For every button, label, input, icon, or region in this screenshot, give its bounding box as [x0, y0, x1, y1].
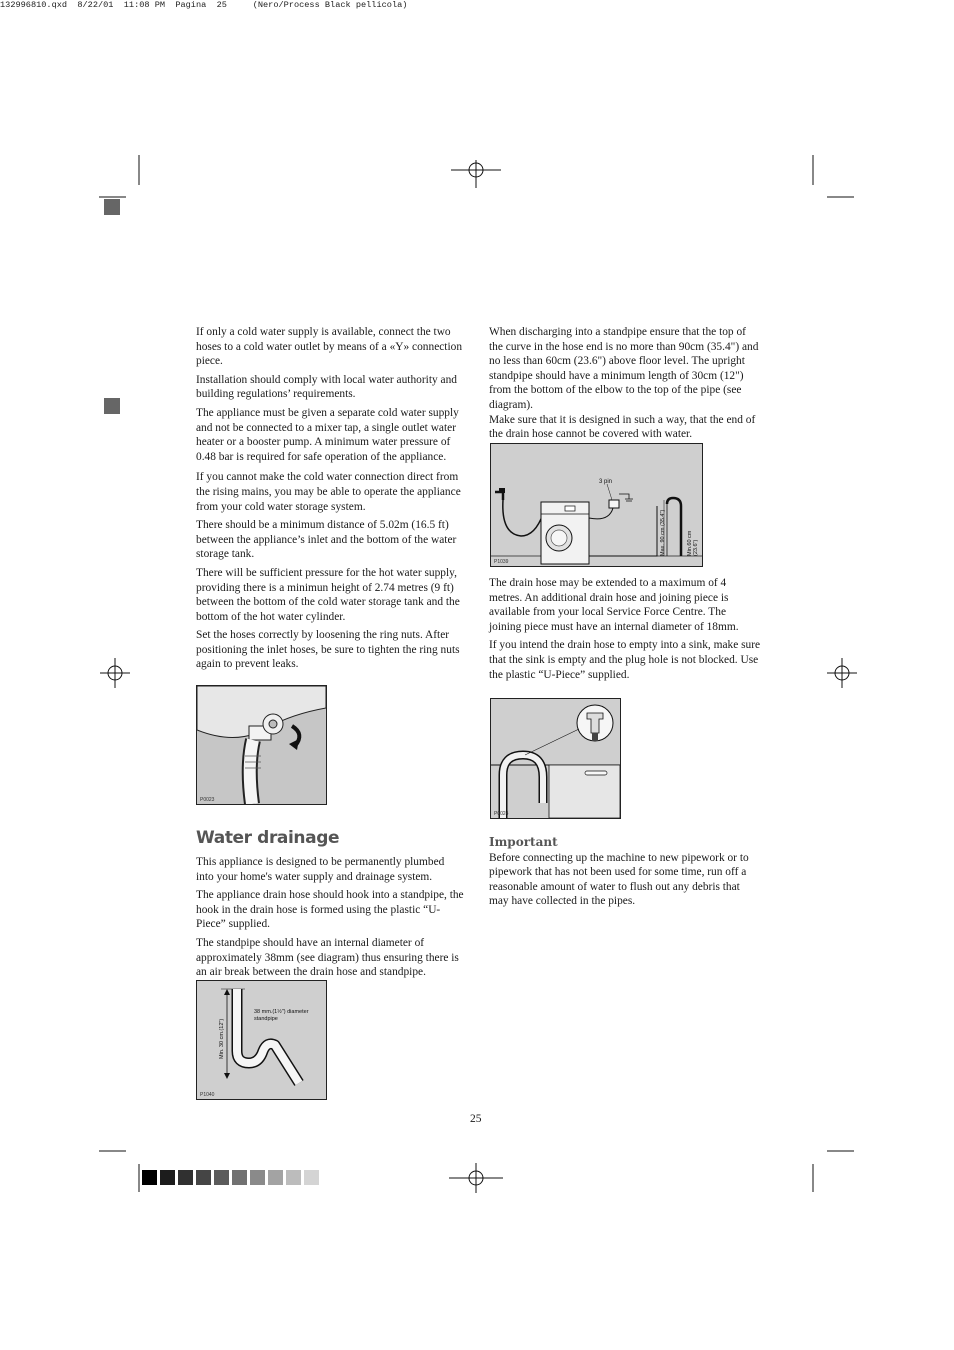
paragraph: The appliance must be given a separate cold water supply and not be connected to a mixer tap, a single outlet water heater or a booster pump. A minimum water pressure of 0.48 bar is required for safe operation of the appliance.: [196, 406, 459, 463]
color-swatch: [286, 1170, 301, 1185]
paragraph: When discharging into a standpipe ensure that the top of the curve in the hose end is no more than 90cm (35.4") and no less than 60cm (23.6") above floor level. The upright standpipe should have a minimum length of 30cm (12") from the bottom of the elbow to the top of the pipe (see diagram).: [489, 326, 759, 411]
page-number: 25: [470, 1113, 482, 1125]
color-swatch: [304, 1170, 319, 1185]
right-column-middle: [489, 576, 761, 686]
registration-square-top: [104, 199, 120, 215]
paragraph: If you intend the drain hose to empty into a sink, make sure that the sink is empty and the plug hole is not blocked. Use the plastic “U-Piece” supplied.: [489, 639, 761, 681]
paragraph: If only a cold water supply is available, connect the two hoses to a cold water outlet by means of a «Y» connection piece.: [196, 326, 463, 368]
min-height-label: Min. 30 cm.(12"): [219, 1018, 225, 1059]
color-swatch: [178, 1170, 193, 1185]
figure-code: P1039: [494, 559, 509, 565]
paragraph: The standpipe should have an internal diameter of approximately 38mm (see diagram) thus ensuring there is an air break between the drain hose and standpipe.: [196, 936, 459, 979]
color-swatch: [160, 1170, 175, 1185]
right-column-top: [489, 325, 761, 446]
max-height-label: Max. 90 cm (35.4"): [660, 509, 666, 556]
important-heading: Important: [489, 835, 558, 849]
sink-illustration: [491, 699, 620, 818]
paragraph: The appliance drain hose should hook into a standpipe, the hook in the drain hose is formed using the plastic “U-Piece” supplied.: [196, 889, 464, 931]
important-section: [489, 835, 761, 913]
standpipe-label: standpipe: [254, 1016, 278, 1022]
paragraph: Set the hoses correctly by loosening the ring nuts. After positioning the inlet hoses, be sure to tighten the ring nuts again to prevent leaks.: [196, 629, 460, 671]
section-heading-water-drainage: Water drainage: [196, 828, 340, 848]
color-swatch: [232, 1170, 247, 1185]
color-swatch: [250, 1170, 265, 1185]
paragraph: If you cannot make the cold water connection direct from the rising mains, you may be able to operate the appliance from your cold water storage system.: [196, 471, 461, 513]
figure-code: P1040: [200, 1092, 215, 1098]
sink-u-piece-figure: [490, 698, 621, 819]
slug-line: 132996810.qxd 8/22/01 11:08 PM Pagina 25 (Nero/Process Black pellicola): [0, 0, 408, 10]
paragraph: This appliance is designed to be permanently plumbed into your home's water supply and drainage system.: [196, 856, 445, 883]
paragraph: There will be sufficient pressure for the hot water supply, providing there is a minimun height of 2.74 metres (9 ft) between the bottom of the cold water storage tank and the bottom of the hot water cylinder.: [196, 566, 460, 623]
registration-square-middle: [104, 398, 120, 414]
left-column: [196, 325, 464, 676]
machine-standpipe-figure: [490, 443, 703, 567]
important-text: Before connecting up the machine to new pipework or to pipework that has not been used for some time, run off a reasonable amount of water to flush out any debris that may have collected in the pipes.: [489, 851, 749, 908]
standpipe-illustration: [197, 981, 326, 1099]
figure-code: P0024: [494, 811, 509, 817]
paragraph: Installation should comply with local water authority and building regulations’ requirements.: [196, 373, 457, 401]
paragraph: The drain hose may be extended to a maximum of 4 metres. An additional drain hose and joining piece is available from your local Service Force Centre. The joining piece must have an internal diameter of 18mm.: [489, 577, 739, 633]
three-pin-label: 3 pin: [599, 479, 613, 485]
paragraph: Make sure that it is designed in such a way, that the end of the drain hose cannot be covered with water.: [489, 413, 756, 441]
color-swatch: [142, 1170, 157, 1185]
color-swatch: [214, 1170, 229, 1185]
color-swatch: [268, 1170, 283, 1185]
diameter-label: 38 mm.(1½") diameter: [254, 1009, 309, 1015]
min-height-label-inches: (23.6"): [693, 539, 699, 556]
machine-illustration: [491, 444, 702, 566]
hose-illustration: [197, 686, 326, 804]
color-swatch: [196, 1170, 211, 1185]
standpipe-figure: [196, 980, 327, 1100]
hose-ring-nut-figure: [196, 685, 327, 805]
paragraph: There should be a minimum distance of 5.02m (16.5 ft) between the appliance’s inlet and the bottom of the water storage tank.: [196, 519, 457, 561]
figure-code: P0023: [200, 797, 215, 803]
water-drainage-text: [196, 855, 464, 984]
min-height-label: Min.60 cm: [687, 530, 693, 556]
